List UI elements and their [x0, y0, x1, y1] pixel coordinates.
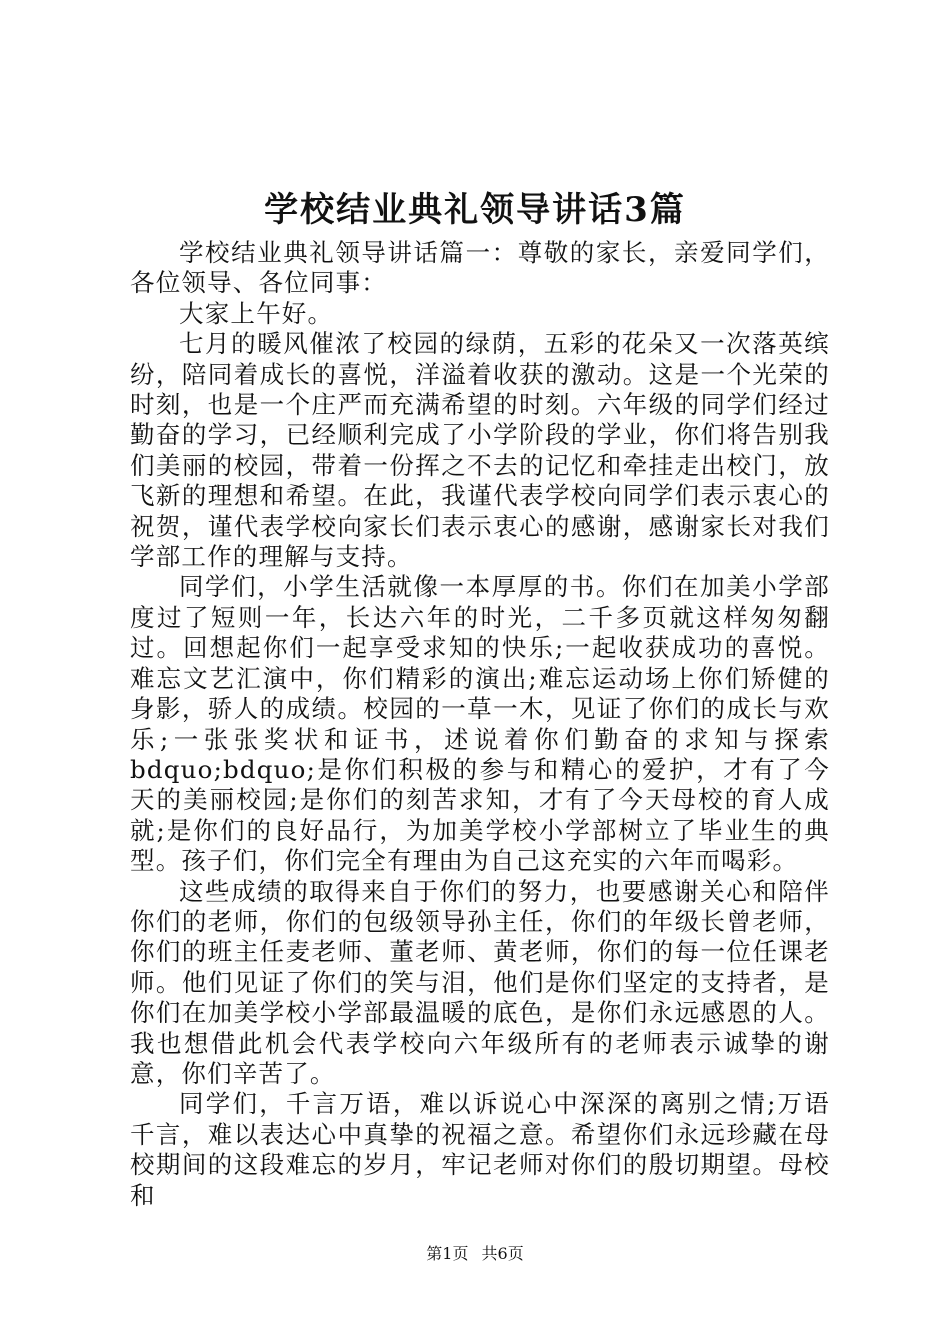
page-total: 共6页	[481, 1244, 524, 1263]
paragraph-farewell: 同学们，千言万语，难以诉说心中深深的离别之情;万语千言，难以表达心中真挚的祝福之意。希望你们永远珍藏在母校期间的这段难忘的岁月，牢记老师对你们的殷切期望。母校和	[130, 1089, 830, 1210]
document-body	[130, 238, 830, 1211]
page-footer	[0, 1243, 950, 1265]
paragraph-salutation: 大家上午好。	[179, 298, 334, 328]
paragraph-opening: 七月的暖风催浓了校园的绿荫，五彩的花朵又一次落英缤纷，陪同着成长的喜悦，洋溢着收获的激动。这是一个光荣的时刻，也是一个庄严而充满希望的时刻。六年级的同学们经过勤奋的学习，已经顺利完成了小学阶段的学业，你们将告别我们美丽的校园，带着一份挥之不去的记忆和牵挂走出校门，放飞新的理想和希望。在此，我谨代表学校向同学们表示衷心的祝贺，谨代表学校向家长们表示衷心的感谢，感谢家长对我们学部工作的理解与支持。	[130, 329, 830, 572]
paragraph-greeting: 学校结业典礼领导讲话篇一：尊敬的家长，亲爱同学们，各位领导、各位同事：	[130, 238, 830, 298]
paragraph-thanks-teachers: 这些成绩的取得来自于你们的努力，也要感谢关心和陪伴你们的老师，你们的包级领导孙主任，你们的年级长曾老师，你们的班主任麦老师、董老师、黄老师，你们的每一位任课老师。他们见证了你们的笑与泪，他们是你们坚定的支持者，是你们在加美学校小学部最温暖的底色，是你们永远感恩的人。我也想借此机会代表学校向六年级所有的老师表示诚挚的谢意，你们辛苦了。	[130, 876, 830, 1088]
paragraph-memories: 同学们，小学生活就像一本厚厚的书。你们在加美小学部度过了短则一年，长达六年的时光，二千多页就这样匆匆翻过。回想起你们一起享受求知的快乐;一起收获成功的喜悦。难忘文艺汇演中，你们精彩的演出;难忘运动场上你们矫健的身影，骄人的成绩。校园的一草一木，见证了你们的成长与欢乐;一张张奖状和证书，述说着你们勤奋的求知与探索 bdquo;bdquo;是你们积极的参与和精心的爱护，才有了今天的美丽校园;是你们的刻苦求知，才有了今天母校的育人成就;是你们的良好品行，为加美学校小学部树立了毕业生的典型。孩子们，你们完全有理由为自己这充实的六年而喝彩。	[130, 572, 830, 876]
document-title: 学校结业典礼领导讲话3篇	[264, 190, 686, 230]
page-number: 第1页	[426, 1244, 469, 1263]
